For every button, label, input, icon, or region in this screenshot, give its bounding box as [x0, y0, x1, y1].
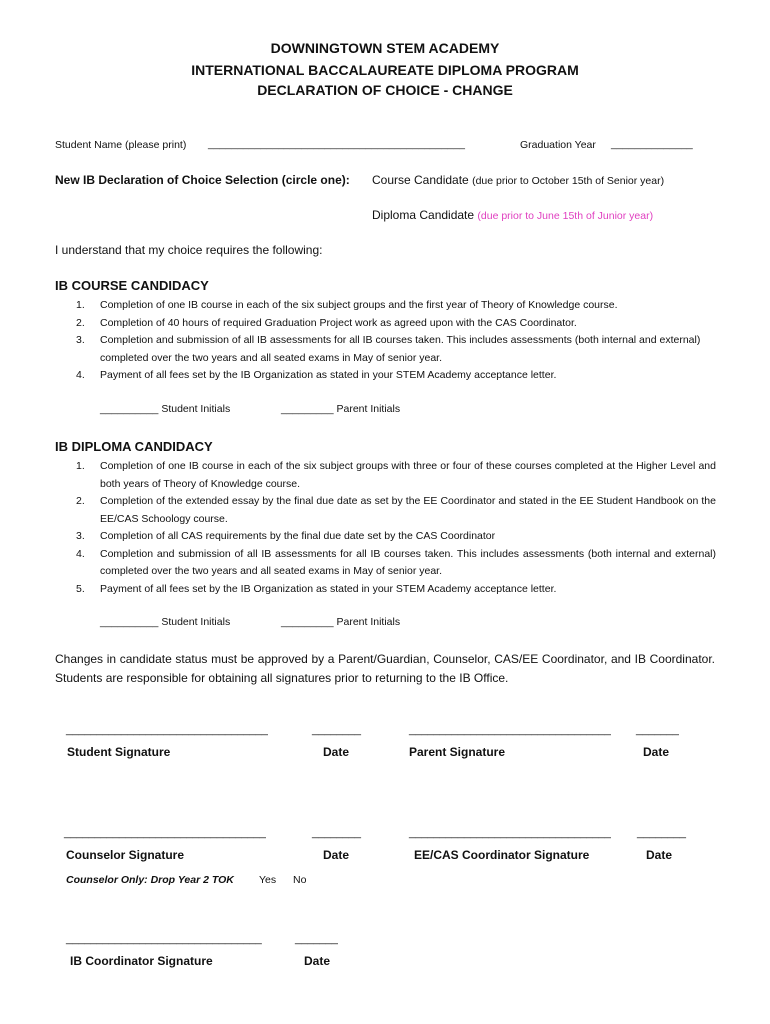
ee-cas-signature-label: EE/CAS Coordinator Signature: [414, 848, 590, 862]
list-text: Payment of all fees set by the IB Organization as stated in your STEM Academy acceptance letter.: [100, 369, 557, 381]
list-text: Completion of 40 hours of required Graduation Project work as agreed upon with the CAS Coordinator.: [100, 316, 577, 329]
counselor-signature-line[interactable]: _________________________________: [64, 827, 266, 839]
declaration-label: New IB Declaration of Choice Selection (circle one):: [55, 173, 350, 187]
list-number: 4.: [76, 547, 85, 560]
program-name: INTERNATIONAL BACCALAUREATE DIPLOMA PROGRAM: [191, 62, 579, 78]
list-number: 3.: [76, 334, 85, 346]
list-number: 2.: [76, 495, 85, 507]
diploma-parent-initials[interactable]: _________ Parent Initials: [281, 616, 401, 628]
student-date-label: Date: [323, 745, 350, 759]
list-item: [76, 493, 716, 528]
ee-cas-date-label: Date: [646, 848, 673, 862]
student-date-line[interactable]: ________: [312, 724, 361, 736]
parent-signature-label: Parent Signature: [409, 745, 506, 759]
counselor-signature-label: Counselor Signature: [66, 848, 185, 862]
diploma-candidacy-list: [76, 458, 716, 598]
graduation-year-label: Graduation Year: [520, 139, 596, 151]
diploma-candidacy-heading: IB DIPLOMA CANDIDACY: [55, 439, 213, 454]
list-text: Completion of one IB course in each of the six subject groups and the first year of Theory of Knowledge course.: [100, 299, 618, 311]
graduation-year-field[interactable]: ______________: [611, 138, 693, 150]
list-number: 5.: [76, 582, 85, 595]
parent-date-line[interactable]: _______: [636, 724, 679, 736]
list-item: [76, 458, 716, 493]
list-text: Completion of the extended essay by the final due date as set by the EE Coordinator and stated in the EE Student Handbook on the EE/CAS Schoology course.: [100, 495, 716, 525]
list-number: 1.: [76, 299, 85, 311]
parent-date-label: Date: [643, 745, 670, 759]
list-text: Completion of all CAS requirements by the final due date set by the CAS Coordinator: [100, 530, 496, 542]
diploma-candidate-option[interactable]: [372, 208, 653, 222]
form-title: DECLARATION OF CHOICE - CHANGE: [257, 82, 513, 98]
diploma-candidate-note: (due prior to June 15th of Junior year): [477, 210, 654, 222]
course-student-initials[interactable]: __________ Student Initials: [100, 403, 231, 415]
list-text: Completion and submission of all IB assessments for all IB courses taken. This includes assessments (both internal and external) completed over the two years and all seated exams in May of senior year.: [100, 547, 716, 577]
drop-tok-yes-option[interactable]: Yes: [259, 874, 277, 886]
list-item: [76, 528, 716, 546]
drop-tok-no-option[interactable]: No: [293, 874, 307, 886]
course-candidate-note: (due prior to October 15th of Senior year): [472, 175, 665, 187]
ee-cas-date-line[interactable]: ________: [637, 827, 686, 839]
ib-coordinator-date-line[interactable]: _______: [295, 933, 338, 945]
list-text: Payment of all fees set by the IB Organization as stated in your STEM Academy acceptance letter.: [100, 582, 557, 595]
understand-text: I understand that my choice requires the following:: [55, 243, 323, 257]
counselor-date-label: Date: [323, 848, 350, 862]
list-number: 3.: [76, 530, 85, 542]
list-number: 4.: [76, 369, 85, 381]
course-candidacy-heading: IB COURSE CANDIDACY: [55, 278, 209, 293]
list-item: [76, 581, 716, 599]
list-item: [76, 332, 716, 367]
counselor-date-line[interactable]: ________: [312, 827, 361, 839]
parent-signature-line[interactable]: _________________________________: [409, 724, 611, 736]
diploma-candidate-label: Diploma Candidate: [372, 208, 475, 222]
changes-paragraph: Changes in candidate status must be approved by a Parent/Guardian, Counselor, CAS/EE Coordinator, and IB Coordinator. Students are responsible for obtaining all signatures prior to returning to the IB Office.: [55, 652, 715, 685]
ib-coordinator-signature-line[interactable]: ________________________________: [66, 933, 262, 945]
list-number: 1.: [76, 460, 85, 472]
list-item: [76, 297, 716, 315]
list-item: [76, 367, 716, 385]
list-text: Completion of one IB course in each of the six subject groups with three or four of these courses completed at the Higher Level and both years of Theory of Knowledge course.: [100, 460, 716, 490]
course-candidate-label: Course Candidate: [372, 173, 469, 187]
list-number: 2.: [76, 316, 85, 329]
school-name: DOWNINGTOWN STEM ACADEMY: [270, 40, 500, 56]
student-name-label: Student Name (please print): [55, 139, 187, 151]
student-signature-line[interactable]: _________________________________: [66, 724, 268, 736]
course-candidate-option[interactable]: [372, 173, 664, 187]
ib-coordinator-signature-label: IB Coordinator Signature: [70, 954, 213, 968]
course-candidacy-list: [76, 297, 716, 385]
course-parent-initials[interactable]: _________ Parent Initials: [281, 403, 401, 415]
list-text: Completion and submission of all IB assessments for all IB courses taken. This includes assessments (both internal and external) completed over the two years and all seated exams in May of senior year.: [100, 334, 701, 364]
ib-coordinator-date-label: Date: [304, 954, 331, 968]
student-signature-label: Student Signature: [67, 745, 171, 759]
list-item: [76, 546, 716, 581]
student-name-field[interactable]: ____________________________________________: [208, 138, 465, 150]
diploma-student-initials[interactable]: __________ Student Initials: [100, 616, 231, 628]
counselor-only-label: Counselor Only: Drop Year 2 TOK: [66, 874, 234, 886]
ee-cas-signature-line[interactable]: _________________________________: [409, 827, 611, 839]
list-item: [76, 315, 716, 333]
